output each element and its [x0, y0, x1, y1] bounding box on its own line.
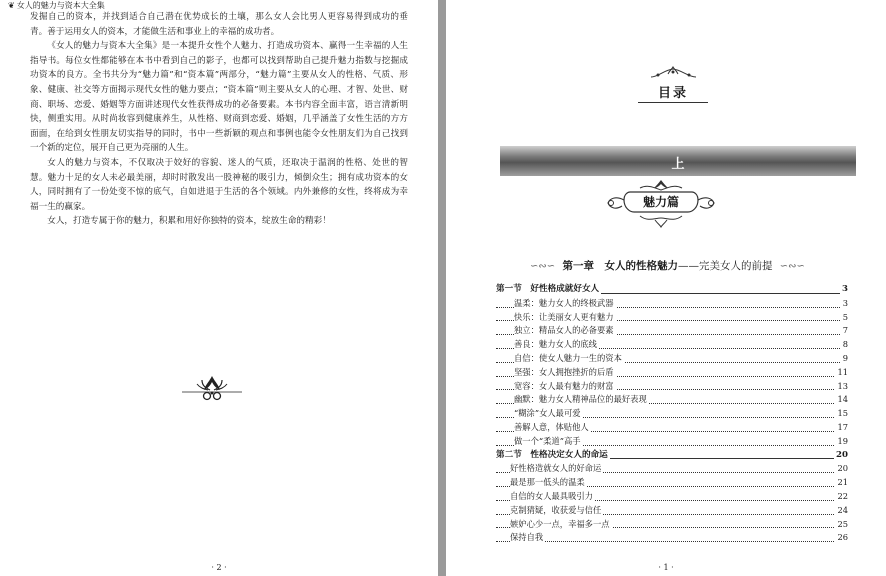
toc-entry-row[interactable]: [496, 366, 848, 380]
toc-entry-page: 3: [841, 297, 848, 311]
toc-entry-title: 善解人意，体贴他人: [514, 421, 591, 435]
right-page: [446, 0, 886, 576]
toc-entry-title: 克制猜疑，收获爱与信任: [510, 504, 603, 518]
body-text: [30, 10, 408, 229]
toc-entry-row[interactable]: [496, 311, 848, 325]
toc-entry-row[interactable]: [496, 490, 848, 504]
toc-entry-page: 20: [835, 462, 848, 476]
dot-leader: [496, 541, 848, 542]
toc-entry-title: 善良：魅力女人的底线: [514, 338, 599, 352]
toc-entry-page: 13: [835, 380, 848, 394]
toc-entry-page: 25: [835, 518, 848, 532]
page-number: · 1 ·: [658, 563, 674, 572]
floral-ornament-icon: [182, 372, 242, 402]
toc-entry-row[interactable]: [496, 435, 848, 449]
chapter-subtitle: ——完美女人的前提: [677, 260, 773, 272]
swirl-left-icon: ∽∾∽: [530, 261, 556, 272]
toc-entry-title: 好性格造就女人的好命运: [510, 462, 603, 476]
paragraph: 女人，打造专属于你的魅力，积累和用好你独特的资本，绽放生命的精彩！: [47, 216, 331, 227]
left-page: [0, 0, 438, 576]
toc-entry-page: 11: [835, 366, 848, 380]
toc-entry-page: 17: [835, 421, 848, 435]
running-head-text: 女人的魅力与资本大全集: [16, 1, 105, 10]
page-number: · 2 ·: [211, 563, 227, 572]
toc-entry-page: 22: [835, 490, 848, 504]
toc-entry-page: 24: [835, 504, 848, 518]
toc-entry-row[interactable]: [496, 407, 848, 421]
toc-entry-title: 宽容：女人最有魅力的财富: [514, 380, 616, 394]
toc-entry-title: 快乐：让美丽女人更有魅力: [514, 311, 616, 325]
toc-entry-title: 嫉妒心少一点，幸福多一点: [510, 518, 612, 532]
toc-entry-page: 26: [835, 531, 848, 545]
crown-ornament-icon: [646, 66, 701, 80]
paragraph: 发掘自己的资本，并找到适合自己潜在优势成长的土壤，那么女人会比男人更容易得到成功的垂青。善于运用女人的资本，才能做生活和事业上的幸福的成功者。: [30, 12, 408, 37]
toc-list: [496, 283, 848, 545]
toc-entry-title: 独立：精品女人的必备要素: [514, 324, 616, 338]
toc-entry-row[interactable]: [496, 380, 848, 394]
toc-entry-row[interactable]: [496, 393, 848, 407]
toc-entry-title: 保持自我: [510, 531, 545, 545]
book-mark-icon: ❦: [8, 1, 15, 10]
toc-entry-title: 第一节 好性格成就好女人: [496, 283, 601, 297]
part-banner-label: 上: [671, 157, 685, 172]
swirl-right-icon: ∽∾∽: [779, 261, 805, 272]
toc-section-row[interactable]: [496, 283, 848, 297]
toc-title: 目录: [658, 86, 689, 101]
paragraph: 女人的魅力与资本，不仅取决于姣好的容貌、迷人的气质，还取决于温润的性格、处世的智慧。魅力十足的女人未必最美丽，却时时散发出一股神秘的吸引力，倾倒众生；拥有成功资本的女人，同时拥有了一份处变不惊的底气，自如进退于生活的各个领域。内外兼修的女性，终将成为幸福一生的赢家。: [30, 157, 408, 212]
toc-entry-row[interactable]: [496, 531, 848, 545]
book-gutter: [438, 0, 446, 576]
toc-entry-title: 自信的女人最具吸引力: [510, 490, 595, 504]
toc-entry-row[interactable]: [496, 462, 848, 476]
part-title: 魅力篇: [642, 195, 679, 209]
part-banner: [500, 146, 856, 176]
toc-entry-title: 坚强：女人拥抱挫折的后盾: [514, 366, 616, 380]
toc-entry-page: 19: [835, 435, 848, 449]
toc-entry-title: 最是那一低头的温柔: [510, 476, 587, 490]
toc-entry-page: 3: [840, 283, 848, 297]
toc-entry-row[interactable]: [496, 476, 848, 490]
toc-entry-row[interactable]: [496, 518, 848, 532]
toc-entry-title: 温柔：魅力女人的终极武器: [514, 297, 616, 311]
paragraph: 《女人的魅力与资本大全集》是一本提升女性个人魅力、打造成功资本、赢得一生幸福的人生指导书。每位女性都能够在本书中看到自己的影子，也都可以找到帮助自己提升魅力指数与挖掘成功资本的良方。全书共分为“魅力篇”和“资本篇”两部分，“魅力篇”主要从女人的性格、气质、形象、健康、社交等方面揭示现代女性的魅力要点；“资本篇”则主要从女人的心理、才智、处世、财商、职场、恋爱、婚姻等方面讲述现代女性获得成功的必备要素。本书内容全面丰富，语言清新明快，侧重实用。从时尚妆容到健康养生，从性格、财商到恋爱、婚姻，几乎涵盖了女性生活的方方面面，在给到女性朋友切实指导的同时，书中一些新颖的观点和事例也能令女性朋友们为自己找到一个新的定位，展开自己更为亮丽的人生。: [30, 41, 408, 154]
toc-entry-row[interactable]: [496, 297, 848, 311]
toc-entry-title: “糊涂”女人最可爱: [514, 407, 583, 421]
toc-entry-title: 幽默：魅力女人精神品位的最好表现: [514, 393, 649, 407]
toc-entry-title: 做一个“柔道”高手: [514, 435, 583, 449]
toc-entry-row[interactable]: [496, 324, 848, 338]
toc-entry-page: 9: [841, 352, 848, 366]
toc-entry-page: 15: [835, 407, 848, 421]
toc-entry-page: 7: [841, 324, 848, 338]
toc-entry-title: 第二节 性格决定女人的命运: [496, 449, 610, 463]
toc-entry-row[interactable]: [496, 504, 848, 518]
toc-entry-page: 14: [835, 393, 848, 407]
toc-entry-page: 21: [835, 476, 848, 490]
chapter-label: 第一章 女人的性格魅力: [562, 260, 678, 272]
toc-entry-page: 8: [841, 338, 848, 352]
toc-entry-page: 5: [841, 311, 848, 325]
chapter-heading: [530, 258, 830, 273]
title-underline: [638, 102, 708, 103]
toc-entry-title: 自信：使女人魅力一生的资本: [514, 352, 624, 366]
toc-section-row[interactable]: [496, 449, 848, 463]
toc-entry-row[interactable]: [496, 338, 848, 352]
toc-entry-page: 20: [834, 449, 848, 463]
toc-entry-row[interactable]: [496, 352, 848, 366]
toc-entry-row[interactable]: [496, 421, 848, 435]
